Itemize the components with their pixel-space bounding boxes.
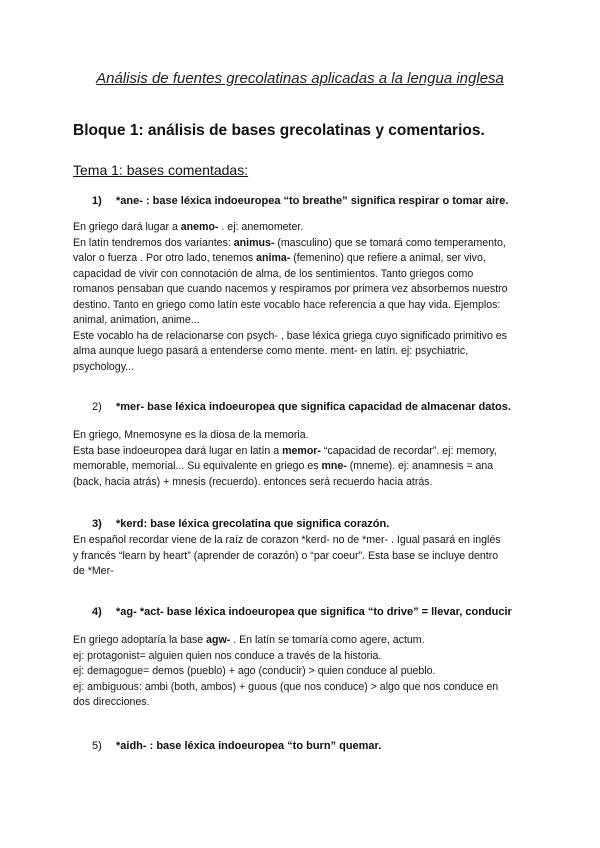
section-heading-text: *ag- *act- base léxica indoeuropea que significa “to drive” = llevar, conducir (116, 606, 512, 618)
line: psychology... (73, 360, 135, 373)
line: de *Mer- (73, 565, 114, 577)
section-number: 4) (92, 606, 102, 618)
tema-title: Tema 1: bases comentadas: (73, 162, 249, 178)
section-number: 1) (92, 195, 102, 207)
section-heading-text: *ane- : base léxica indoeuropea “to breathe” significa respirar o tomar aire. (116, 195, 509, 207)
line: memorable, memorial... Su equivalente en griego es mne- (mneme). ej: anamnesis = ana (73, 460, 494, 472)
section-number: 5) (92, 740, 102, 752)
section-3-body (73, 533, 535, 580)
line: ej: ambiguous: ambi (both, ambos) + guous (que nos conduce) > algo que nos conduce en (73, 680, 499, 693)
line: En griego, Mnemosyne es la diosa de la memoria. (73, 429, 309, 441)
line: En griego dará lugar a anemo- . ej: anemometer. (73, 221, 304, 233)
line: ej: demagogue= demos (pueblo) + ago (conducir) > quien conduce al pueblo. (73, 665, 436, 677)
section-1-heading (92, 195, 508, 207)
section-4-heading (92, 606, 512, 618)
section-2-body (73, 428, 535, 490)
line: animal, animation, anime... (73, 314, 200, 326)
line: Esta base indoeuropea dará lugar en latín a memor- “capacidad de recordar”. ej: memory, (73, 444, 497, 457)
block-title: Bloque 1: análisis de bases grecolatinas y comentarios. (73, 122, 485, 139)
section-number: 3) (92, 518, 102, 530)
section-heading-text: *aidh- : base léxica indoeuropea “to burn” quemar. (116, 740, 382, 752)
line: En español recordar viene de la raíz de corazon *kerd- no de *mer- . Igual pasará en inglés (73, 534, 501, 546)
line: ej: protagonist= alguien quien nos conduce a través de la historia. (73, 649, 382, 662)
line: (back, hacia atrás) + mnesis (recuerdo). entonces será recuerdo hacia atrás. (73, 475, 433, 488)
line: alma aunque luego pasará a entenderse como mente. ment- en latín. ej: psychiatric, (73, 345, 469, 357)
section-2-heading (92, 401, 511, 413)
line: romanos pensaban que cuando nacemos y respiramos por primera vez absorbemos nuestro (73, 283, 508, 295)
line: y francés “learn by heart” (aprender de corazón) o “par coeur”. Esta base se incluye dentro (73, 549, 499, 562)
line: En griego adoptaría la base agw- . En latín se tomaría como agere, actum. (73, 634, 425, 646)
section-4-body (73, 633, 535, 711)
line: Este vocablo ha de relacionarse con psych- , base léxica griega cuyo significado primitivo es (73, 329, 507, 342)
section-heading-text: *mer- base léxica indoeuropea que significa capacidad de almacenar datos. (116, 401, 511, 413)
line: dos direcciones. (73, 696, 150, 708)
section-number: 2) (92, 401, 102, 413)
line: valor o fuerza . Por otro lado, tenemos anima- (femenino) que refiere a animal, ser vivo, (73, 252, 486, 264)
section-heading-text: *kerd: base léxica grecolatina que significa corazón. (116, 518, 390, 530)
line: En latín tendremos dos variantes: animus- (masculino) que se tomará como temperamento, (73, 236, 506, 249)
section-1-body (73, 220, 535, 375)
section-3-heading (92, 518, 389, 530)
line: destino. Tanto en griego como latín este vocablo hace referencia a que hay vida. Ejemplos: (73, 298, 501, 311)
document-title: Análisis de fuentes grecolatinas aplicadas a la lengua inglesa (96, 70, 504, 87)
section-5-heading (92, 740, 381, 752)
line: capacidad de vivir con connotación de alma, de los sentimientos. Tanto griegos como (73, 267, 474, 280)
